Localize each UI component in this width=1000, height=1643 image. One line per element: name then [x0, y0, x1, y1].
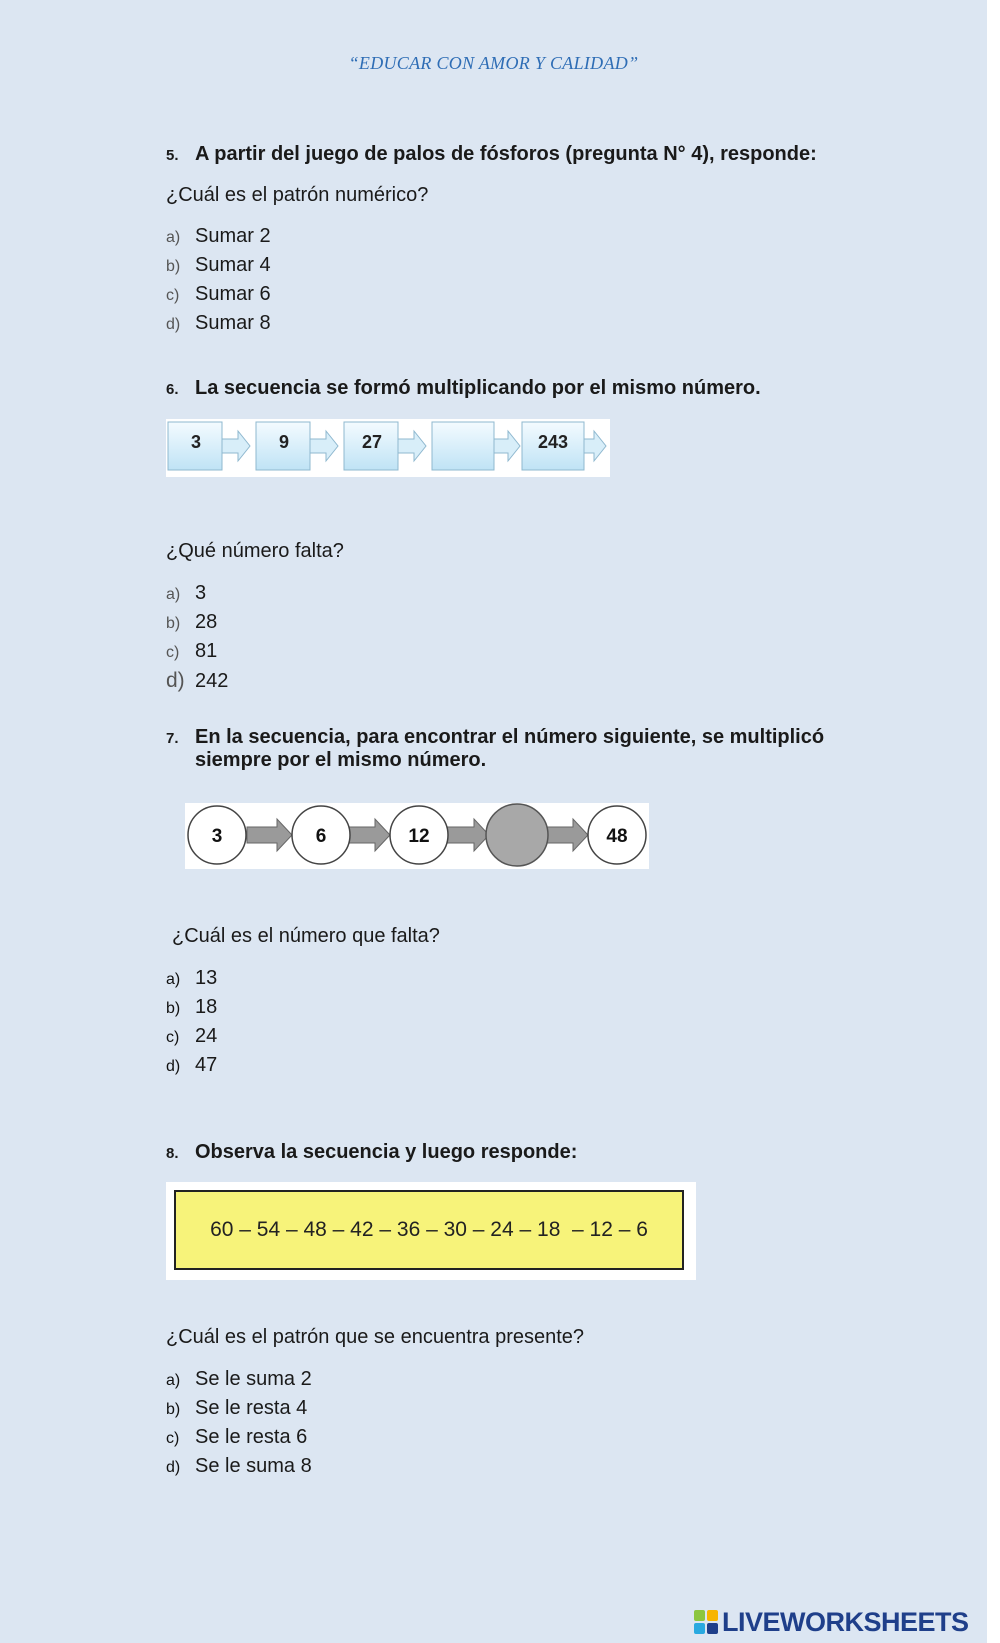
option-text: Se le resta 6 — [195, 1426, 308, 1448]
option-letter: d) — [166, 1058, 181, 1075]
option-letter: a) — [166, 1372, 181, 1389]
question-text: La secuencia se formó multiplicando por el mismo número. — [195, 377, 761, 399]
option-d[interactable] — [166, 312, 271, 335]
option-letter: b) — [166, 615, 181, 632]
liveworksheets-logo — [694, 1606, 969, 1638]
number-sequence-text: 60 – 54 – 48 – 42 – 36 – 30 – 24 – 18 – 12 – 6 — [174, 1190, 684, 1270]
question-5-prompt: ¿Cuál es el patrón numérico? — [166, 184, 429, 206]
question-number: 7. — [166, 730, 179, 747]
question-7-prompt: ¿Cuál es el número que falta? — [172, 925, 440, 947]
question-6 — [166, 377, 761, 400]
option-text: Sumar 4 — [195, 254, 271, 276]
option-letter: a) — [166, 229, 181, 246]
question-text-line-1: En la secuencia, para encontrar el número siguiente, se multiplicó — [195, 726, 825, 748]
option-text: Se le suma 2 — [195, 1368, 312, 1390]
multiplication-circles-sequence — [185, 803, 649, 869]
sequence-circle-3 — [390, 806, 448, 864]
option-letter: d) — [166, 316, 181, 333]
sequence-circle-5 — [588, 806, 646, 864]
option-letter: c) — [166, 1029, 180, 1046]
sequence-circle-2 — [292, 806, 350, 864]
number-sequence-image — [166, 1182, 696, 1280]
option-c[interactable] — [166, 1025, 217, 1048]
sequence-value: 27 — [361, 432, 383, 452]
option-letter: c) — [166, 1430, 180, 1447]
option-letter: b) — [166, 1000, 181, 1017]
option-d[interactable] — [166, 1455, 312, 1478]
option-d[interactable] — [166, 1054, 217, 1077]
option-letter: d) — [166, 1459, 181, 1476]
question-number: 5. — [166, 147, 179, 164]
option-text: Se le suma 8 — [195, 1455, 312, 1477]
option-text: 18 — [195, 996, 218, 1018]
question-8-prompt: ¿Cuál es el patrón que se encuentra presente? — [166, 1326, 585, 1348]
option-b[interactable] — [166, 611, 217, 634]
option-a[interactable] — [166, 1368, 312, 1391]
sequence-circle-missing[interactable] — [486, 804, 548, 866]
question-6-prompt: ¿Qué número falta? — [166, 540, 344, 562]
option-text: 24 — [195, 1025, 218, 1047]
option-letter: b) — [166, 1401, 181, 1418]
option-c[interactable] — [166, 283, 271, 306]
option-text: Sumar 6 — [195, 283, 271, 305]
option-c[interactable] — [166, 1426, 307, 1449]
sequence-value: 3 — [211, 826, 223, 847]
option-b[interactable] — [166, 254, 271, 277]
question-7 — [166, 726, 824, 772]
option-text: Sumar 2 — [195, 225, 271, 247]
multiplication-boxes-sequence — [166, 419, 610, 477]
option-text: Sumar 8 — [195, 312, 271, 334]
sequence-value: 6 — [315, 826, 327, 847]
question-text-line-2: siempre por el mismo número. — [195, 749, 487, 771]
sequence-value: 9 — [278, 432, 290, 452]
option-b[interactable] — [166, 996, 217, 1019]
option-d[interactable] — [166, 669, 228, 693]
option-text: 81 — [195, 640, 218, 662]
option-c[interactable] — [166, 640, 217, 663]
option-text: 47 — [195, 1054, 218, 1076]
question-text: A partir del juego de palos de fósforos (pregunta N° 4), responde: — [195, 143, 817, 165]
question-5 — [166, 143, 817, 166]
question-number: 8. — [166, 1145, 179, 1162]
option-letter: c) — [166, 644, 180, 661]
liveworksheets-logo-icon — [694, 1610, 718, 1634]
school-motto: “EDUCAR CON AMOR Y CALIDAD” — [348, 53, 639, 73]
sequence-value: 48 — [606, 826, 628, 847]
option-text: 28 — [195, 611, 218, 633]
option-letter: b) — [166, 258, 181, 275]
option-b[interactable] — [166, 1397, 307, 1420]
option-a[interactable] — [166, 967, 217, 990]
question-8 — [166, 1141, 577, 1164]
question-text: Observa la secuencia y luego responde: — [195, 1141, 578, 1163]
sequence-value: 3 — [190, 432, 202, 452]
sequence-circle-1 — [188, 806, 246, 864]
option-letter: a) — [166, 971, 181, 988]
option-letter: c) — [166, 287, 180, 304]
brand-name: LIVEWORKSHEETS — [722, 1606, 969, 1637]
option-text: 3 — [195, 582, 207, 604]
option-text: 13 — [195, 967, 218, 989]
question-number: 6. — [166, 381, 179, 398]
option-text: Se le resta 4 — [195, 1397, 308, 1419]
option-a[interactable] — [166, 582, 206, 605]
option-a[interactable] — [166, 225, 271, 248]
sequence-value: 12 — [408, 826, 430, 847]
option-letter: a) — [166, 586, 181, 603]
option-letter: d) — [166, 669, 185, 692]
sequence-value: 243 — [537, 432, 569, 452]
option-text: 242 — [195, 670, 229, 692]
